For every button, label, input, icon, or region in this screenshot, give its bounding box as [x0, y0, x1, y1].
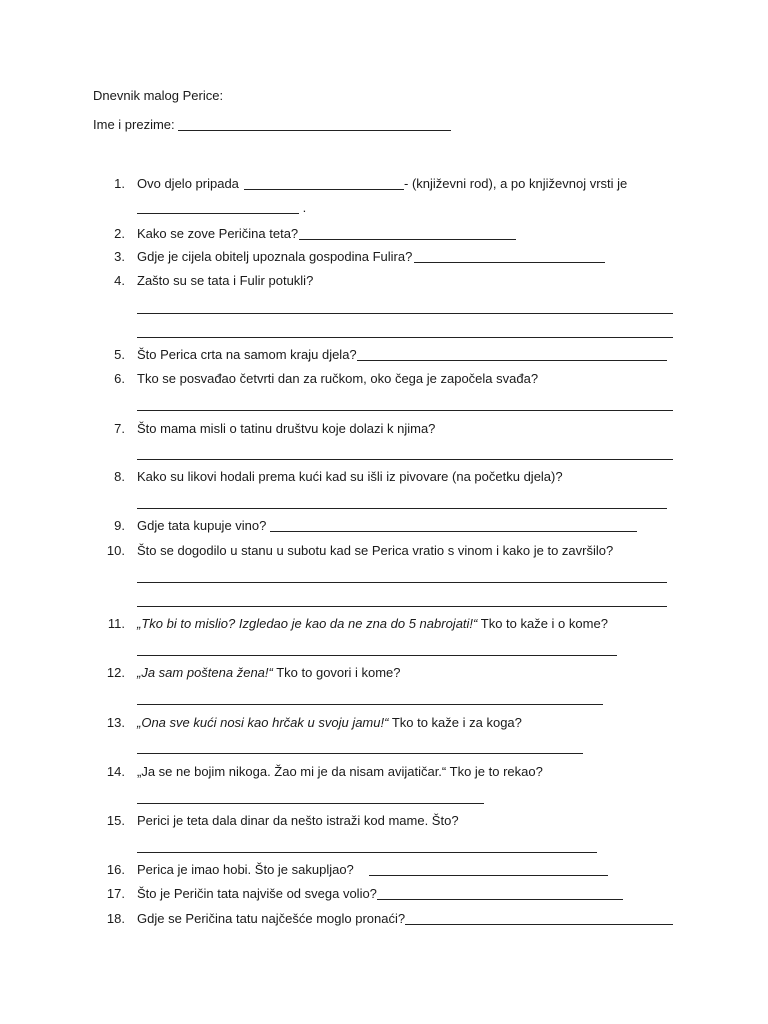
question-11-quote: „Tko bi to mislio? Izgledao je kao da ne zna do 5 nabrojati!“: [137, 616, 478, 631]
answer-blank-18[interactable]: [405, 924, 673, 925]
answer-line[interactable]: [137, 655, 617, 656]
question-1-text-a: Ovo djelo pripada: [137, 176, 243, 191]
question-13-line: [137, 715, 522, 730]
answer-line[interactable]: [137, 803, 484, 804]
question-13-quote: „Ona sve kući nosi kao hrčak u svoju jamu!“: [137, 715, 389, 730]
question-15-text: Perici je teta dala dinar da nešto istraži kod mame. Što?: [137, 813, 459, 828]
answer-blank-17[interactable]: [377, 899, 623, 900]
question-1-text-b: - (književni rod), a po književnoj vrsti je: [404, 176, 628, 191]
answer-blank-3[interactable]: [414, 262, 605, 263]
answer-blank-9[interactable]: [270, 531, 637, 532]
question-17-text: Što je Peričin tata najviše od svega volio?: [137, 886, 381, 901]
question-number: 12.: [106, 665, 125, 680]
answer-line[interactable]: [137, 459, 673, 460]
answer-blank-2[interactable]: [299, 239, 516, 240]
question-8-text: Kako su likovi hodali prema kući kad su išli iz pivovare (na početku djela)?: [137, 469, 563, 484]
answer-line[interactable]: [137, 852, 597, 853]
answer-line[interactable]: [137, 582, 667, 583]
question-1-text-c: .: [299, 200, 307, 215]
answer-line[interactable]: [137, 337, 673, 338]
question-18-text: Gdje se Peričina tatu najčešće moglo pronaći?: [137, 911, 409, 926]
question-number: 7.: [114, 421, 125, 436]
question-11-text: Tko to kaže i o kome?: [477, 616, 608, 631]
question-16-text: Perica je imao hobi. Što je sakupljao?: [137, 862, 358, 877]
question-number: 3.: [114, 249, 125, 264]
question-11-line: [137, 616, 608, 631]
question-number: 2.: [114, 226, 125, 241]
answer-blank-16[interactable]: [369, 875, 608, 876]
question-4-text: Zašto su se tata i Fulir potukli?: [137, 273, 314, 288]
question-12-quote: „Ja sam poštena žena!“: [137, 665, 273, 680]
question-9-text: Gdje tata kupuje vino?: [137, 518, 270, 533]
name-field[interactable]: [178, 130, 451, 131]
answer-line[interactable]: [137, 508, 667, 509]
question-number: 5.: [114, 347, 125, 362]
question-number: 4.: [114, 273, 125, 288]
question-number: 18.: [106, 911, 125, 926]
question-2-text: Kako se zove Peričina teta?: [137, 226, 302, 241]
question-14-text: „Ja se ne bojim nikoga. Žao mi je da nisam avijatičar.“ Tko je to rekao?: [137, 764, 543, 779]
question-3-text: Gdje je cijela obitelj upoznala gospodina Fulira?: [137, 249, 416, 264]
question-5-text: Što Perica crta na samom kraju djela?: [137, 347, 361, 362]
question-number: 13.: [106, 715, 125, 730]
question-number: 17.: [106, 886, 125, 901]
answer-line[interactable]: [137, 704, 603, 705]
question-number: 15.: [106, 813, 125, 828]
answer-line[interactable]: [137, 753, 583, 754]
worksheet-title: Dnevnik malog Perice:: [93, 88, 224, 103]
question-12-line: [137, 665, 401, 680]
question-number: 11.: [107, 616, 125, 631]
question-number: 1.: [114, 176, 125, 191]
question-number: 9.: [114, 518, 125, 533]
question-12-text: Tko to govori i kome?: [272, 665, 401, 680]
question-6-text: Tko se posvađao četvrti dan za ručkom, oko čega je započela svađa?: [137, 371, 539, 386]
answer-blank-1a[interactable]: [244, 189, 404, 190]
question-13-text: Tko to kaže i za koga?: [388, 715, 522, 730]
answer-line[interactable]: [137, 606, 667, 607]
question-number: 14.: [106, 764, 125, 779]
name-label: Ime i prezime:: [93, 117, 179, 132]
question-number: 10.: [106, 543, 125, 558]
answer-blank-5[interactable]: [357, 360, 667, 361]
question-number: 6.: [114, 371, 125, 386]
question-number: 16.: [106, 862, 125, 877]
answer-line[interactable]: [137, 313, 673, 314]
question-number: 8.: [114, 469, 125, 484]
question-10-text: Što se dogodilo u stanu u subotu kad se Perica vratio s vinom i kako je to završilo?: [137, 543, 614, 558]
question-7-text: Što mama misli o tatinu društvu koje dolazi k njima?: [137, 421, 436, 436]
answer-line[interactable]: [137, 410, 673, 411]
answer-blank-1b[interactable]: [137, 213, 299, 214]
